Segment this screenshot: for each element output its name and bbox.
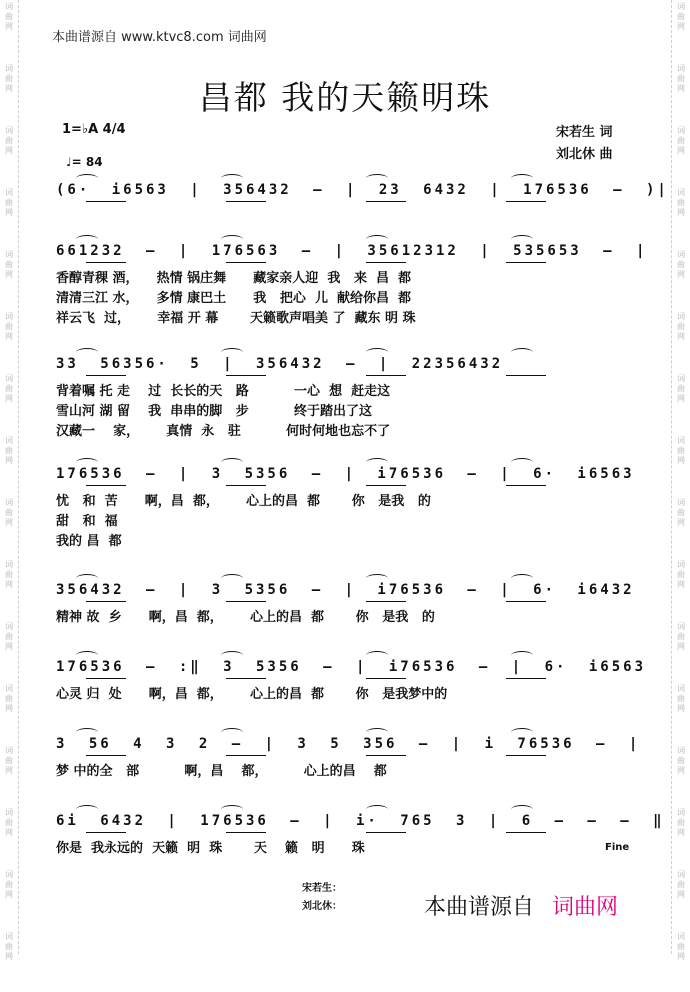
beam-line	[506, 832, 546, 833]
watermark-unit	[0, 186, 18, 248]
footer-lyricist: 宋若生：	[302, 883, 342, 894]
watermark-glyph: 词	[677, 498, 685, 507]
watermark-glyph: 词	[677, 2, 685, 11]
watermark-glyph: 曲	[677, 446, 685, 455]
footer-site-brand: 词曲网	[552, 895, 619, 920]
lyric-line: 清清三江 水， 多情 康巴土 我 把心 儿 献给你昌 都	[56, 291, 412, 306]
beam-line	[86, 201, 126, 202]
watermark-unit	[0, 806, 18, 868]
watermark-unit	[672, 310, 690, 372]
slur-mark	[76, 651, 98, 660]
watermark-glyph: 网	[677, 456, 685, 465]
slur-mark	[366, 458, 388, 467]
watermark-glyph: 曲	[677, 74, 685, 83]
watermark-unit	[672, 186, 690, 248]
watermark-glyph: 曲	[5, 694, 13, 703]
tempo-marking: ♩= 84	[66, 155, 103, 169]
watermark-unit	[0, 496, 18, 558]
watermark-glyph: 网	[677, 580, 685, 589]
beam-line	[366, 375, 406, 376]
watermark-glyph: 曲	[677, 694, 685, 703]
watermark-glyph: 词	[677, 436, 685, 445]
watermark-unit	[0, 744, 18, 806]
watermark-glyph: 词	[5, 746, 13, 755]
watermark-glyph: 词	[677, 684, 685, 693]
watermark-unit	[672, 744, 690, 806]
lyric-line: 你是 我永远的 天籁 明 珠 天 籁 明 珠	[56, 841, 365, 856]
beam-line	[506, 601, 546, 602]
beam-line	[366, 262, 406, 263]
watermark-glyph: 曲	[677, 880, 685, 889]
beam-line	[366, 755, 406, 756]
watermark-glyph: 网	[677, 890, 685, 899]
beam-line	[86, 375, 126, 376]
watermark-glyph: 曲	[677, 322, 685, 331]
watermark-glyph: 曲	[5, 322, 13, 331]
beam-line	[226, 201, 266, 202]
watermark-glyph: 词	[677, 560, 685, 569]
watermark-glyph: 词	[677, 622, 685, 631]
watermark-glyph: 网	[677, 952, 685, 961]
composer-credit: 刘北休 曲	[556, 147, 613, 162]
watermark-glyph: 曲	[5, 136, 13, 145]
slur-mark	[221, 458, 243, 467]
watermark-glyph: 词	[5, 560, 13, 569]
watermark-unit	[0, 0, 18, 62]
slur-mark	[511, 458, 533, 467]
watermark-glyph: 曲	[5, 632, 13, 641]
lyric-line: 甜 和 福	[56, 514, 118, 529]
watermark-glyph: 网	[5, 332, 13, 341]
note-line: 176536 – :‖ 3 5356 – | i76536 – | 6· i6563	[56, 659, 647, 675]
beam-line	[366, 201, 406, 202]
watermark-unit	[0, 868, 18, 930]
watermark-glyph: 词	[5, 436, 13, 445]
watermark-glyph: 词	[677, 746, 685, 755]
footer-site-text: 本曲谱源自	[424, 895, 535, 920]
watermark-glyph: 词	[5, 312, 13, 321]
watermark-glyph: 网	[677, 518, 685, 527]
watermark-glyph: 网	[5, 704, 13, 713]
watermark-glyph: 网	[5, 890, 13, 899]
beam-line	[506, 485, 546, 486]
lyric-line: 精神 故 乡 啊，昌 都， 心上的昌 都 你 是我 的	[56, 610, 435, 625]
watermark-glyph: 网	[677, 828, 685, 837]
beam-line	[366, 678, 406, 679]
watermark-unit	[672, 0, 690, 62]
watermark-unit	[672, 806, 690, 868]
watermark-glyph: 网	[677, 84, 685, 93]
song-title: 昌都 我的天籁明珠	[198, 78, 492, 117]
watermark-unit	[672, 558, 690, 620]
watermark-unit	[0, 310, 18, 372]
watermark-glyph: 网	[677, 766, 685, 775]
slur-mark	[511, 574, 533, 583]
slur-mark	[221, 235, 243, 244]
watermark-unit	[0, 620, 18, 682]
watermark-glyph: 曲	[5, 12, 13, 21]
watermark-glyph: 词	[5, 684, 13, 693]
beam-line	[86, 678, 126, 679]
beam-line	[226, 262, 266, 263]
slur-mark	[221, 728, 243, 737]
watermark-glyph: 网	[5, 208, 13, 217]
slur-mark	[76, 348, 98, 357]
lyric-line: 背着嘱 托 走 过 长长的天 路 一心 想 赶走这	[56, 384, 391, 399]
right-watermark-strip	[671, 0, 690, 961]
left-watermark-strip	[0, 0, 19, 961]
watermark-glyph: 网	[5, 828, 13, 837]
watermark-glyph: 词	[677, 250, 685, 259]
note-line: (6· i6563 | 356432 – | 23 6432 | 176536 – )|	[56, 182, 669, 198]
lyric-line: 汉藏一 家， 真情 永 驻 何时何地也忘不了	[56, 424, 391, 439]
watermark-glyph: 网	[677, 208, 685, 217]
watermark-glyph: 曲	[5, 942, 13, 951]
watermark-glyph: 曲	[677, 384, 685, 393]
slur-mark	[76, 458, 98, 467]
watermark-glyph: 词	[677, 374, 685, 383]
watermark-glyph: 词	[677, 64, 685, 73]
watermark-glyph: 网	[5, 394, 13, 403]
beam-line	[366, 485, 406, 486]
slur-mark	[366, 235, 388, 244]
footer-credits	[302, 880, 342, 916]
watermark-glyph: 网	[677, 270, 685, 279]
beam-line	[506, 201, 546, 202]
footer-composer: 刘北休：	[302, 901, 342, 912]
watermark-glyph: 曲	[677, 632, 685, 641]
watermark-glyph: 词	[5, 932, 13, 941]
slur-mark	[366, 651, 388, 660]
note-line: 356432 – | 3 5356 – | i76536 – | 6· i6432	[56, 582, 635, 598]
watermark-glyph: 曲	[677, 570, 685, 579]
beam-line	[86, 601, 126, 602]
watermark-glyph: 词	[677, 126, 685, 135]
watermark-glyph: 曲	[5, 198, 13, 207]
watermark-glyph: 词	[5, 622, 13, 631]
slur-mark	[221, 174, 243, 183]
watermark-glyph: 曲	[5, 508, 13, 517]
watermark-unit	[672, 682, 690, 744]
beam-line	[366, 832, 406, 833]
slur-mark	[511, 651, 533, 660]
beam-line	[86, 755, 126, 756]
watermark-glyph: 曲	[677, 136, 685, 145]
watermark-glyph: 曲	[5, 384, 13, 393]
beam-line	[226, 601, 266, 602]
slur-mark	[366, 805, 388, 814]
watermark-glyph: 词	[677, 932, 685, 941]
watermark-glyph: 词	[5, 188, 13, 197]
watermark-glyph: 曲	[677, 12, 685, 21]
footer-site-logo	[424, 890, 618, 921]
slur-mark	[511, 348, 533, 357]
watermark-unit	[672, 124, 690, 186]
watermark-unit	[672, 868, 690, 930]
beam-line	[506, 755, 546, 756]
watermark-glyph: 曲	[677, 508, 685, 517]
lyric-line: 雪山河 湖 留 我 串串的脚 步 终于踏出了这	[56, 404, 373, 419]
watermark-glyph: 网	[677, 394, 685, 403]
watermark-glyph: 网	[5, 84, 13, 93]
slur-mark	[221, 651, 243, 660]
credits	[556, 122, 613, 166]
watermark-glyph: 词	[5, 250, 13, 259]
watermark-glyph: 词	[5, 64, 13, 73]
beam-line	[226, 678, 266, 679]
beam-line	[366, 601, 406, 602]
watermark-unit	[672, 930, 690, 992]
watermark-glyph: 词	[5, 808, 13, 817]
lyric-line: 香醇青稞 酒， 热情 锅庄舞 藏家亲人迎 我 来 昌 都	[56, 271, 412, 286]
slur-mark	[366, 728, 388, 737]
watermark-unit	[0, 682, 18, 744]
beam-line	[86, 832, 126, 833]
lyric-line: 祥云飞 过， 幸福 开 幕 天籁歌声唱美 了 藏东 明 珠	[56, 311, 416, 326]
watermark-unit	[0, 124, 18, 186]
watermark-glyph: 词	[677, 188, 685, 197]
slur-mark	[76, 174, 98, 183]
beam-line	[86, 485, 126, 486]
watermark-glyph: 曲	[5, 880, 13, 889]
watermark-glyph: 网	[5, 270, 13, 279]
watermark-unit	[672, 248, 690, 310]
watermark-glyph: 词	[5, 374, 13, 383]
watermark-glyph: 曲	[5, 756, 13, 765]
watermark-glyph: 词	[5, 870, 13, 879]
watermark-glyph: 网	[5, 518, 13, 527]
slur-mark	[76, 574, 98, 583]
watermark-unit	[672, 620, 690, 682]
lyric-line: 心灵 归 处 啊，昌 都， 心上的昌 都 你 是我梦中的	[56, 687, 448, 702]
watermark-glyph: 曲	[677, 818, 685, 827]
watermark-glyph: 曲	[5, 570, 13, 579]
note-line: 661232 – | 176563 – | 35612312 | 535653 – |	[56, 243, 648, 259]
beam-line	[226, 832, 266, 833]
watermark-glyph: 曲	[677, 942, 685, 951]
watermark-glyph: 曲	[5, 74, 13, 83]
watermark-glyph: 词	[5, 126, 13, 135]
lyric-line: 我的 昌 都	[56, 534, 122, 549]
watermark-glyph: 网	[5, 766, 13, 775]
watermark-glyph: 网	[5, 22, 13, 31]
slur-mark	[76, 805, 98, 814]
slur-mark	[511, 805, 533, 814]
note-line: 176536 – | 3 5356 – | i76536 – | 6· i6563	[56, 466, 635, 482]
watermark-unit	[0, 434, 18, 496]
watermark-glyph: 曲	[677, 260, 685, 269]
slur-mark	[221, 348, 243, 357]
beam-line	[506, 375, 546, 376]
slur-mark	[221, 805, 243, 814]
fine-marking: Fine	[605, 842, 630, 853]
beam-line	[226, 375, 266, 376]
note-line: 33 56356· 5 | 356432 – | 22356432	[56, 356, 504, 372]
watermark-glyph: 网	[5, 456, 13, 465]
watermark-unit	[0, 930, 18, 992]
slur-mark	[511, 235, 533, 244]
watermark-glyph: 网	[677, 22, 685, 31]
lyric-line: 忧 和 苦 啊，昌 都， 心上的昌 都 你 是我 的	[56, 494, 431, 509]
watermark-unit	[0, 558, 18, 620]
slur-mark	[76, 728, 98, 737]
watermark-glyph: 词	[677, 808, 685, 817]
watermark-glyph: 曲	[677, 756, 685, 765]
watermark-glyph: 网	[677, 642, 685, 651]
watermark-glyph: 词	[677, 870, 685, 879]
slur-mark	[366, 574, 388, 583]
slur-mark	[76, 235, 98, 244]
watermark-glyph: 网	[5, 580, 13, 589]
note-line: 6i 6432 | 176536 – | i· 765 3 | 6 – – – ‖	[56, 813, 665, 829]
beam-line	[226, 755, 266, 756]
watermark-glyph: 网	[677, 332, 685, 341]
watermark-unit	[0, 248, 18, 310]
watermark-glyph: 网	[5, 146, 13, 155]
watermark-glyph: 词	[5, 2, 13, 11]
watermark-glyph: 网	[677, 146, 685, 155]
slur-mark	[221, 574, 243, 583]
watermark-glyph: 网	[5, 952, 13, 961]
key-signature: 1=♭A 4/4	[62, 122, 126, 137]
beam-line	[506, 262, 546, 263]
watermark-glyph: 网	[677, 704, 685, 713]
note-line: 3 56 4 3 2 – | 3 5 356 – | i 76536 – |	[56, 736, 641, 752]
watermark-glyph: 曲	[5, 260, 13, 269]
slur-mark	[511, 174, 533, 183]
site-header-text: 本曲谱源自 www.ktvc8.com 词曲网	[52, 30, 267, 45]
watermark-glyph: 曲	[5, 818, 13, 827]
lyricist-credit: 宋若生 词	[556, 125, 613, 140]
watermark-unit	[672, 496, 690, 558]
watermark-unit	[0, 372, 18, 434]
watermark-glyph: 曲	[677, 198, 685, 207]
watermark-glyph: 词	[5, 498, 13, 507]
lyric-line: 梦 中的全 部 啊，昌 都， 心上的昌 都	[56, 764, 387, 779]
beam-line	[506, 678, 546, 679]
watermark-unit	[672, 372, 690, 434]
watermark-glyph: 词	[677, 312, 685, 321]
watermark-glyph: 网	[5, 642, 13, 651]
watermark-glyph: 曲	[5, 446, 13, 455]
watermark-unit	[672, 434, 690, 496]
slur-mark	[366, 348, 388, 357]
beam-line	[226, 485, 266, 486]
slur-mark	[366, 174, 388, 183]
beam-line	[86, 262, 126, 263]
slur-mark	[511, 728, 533, 737]
